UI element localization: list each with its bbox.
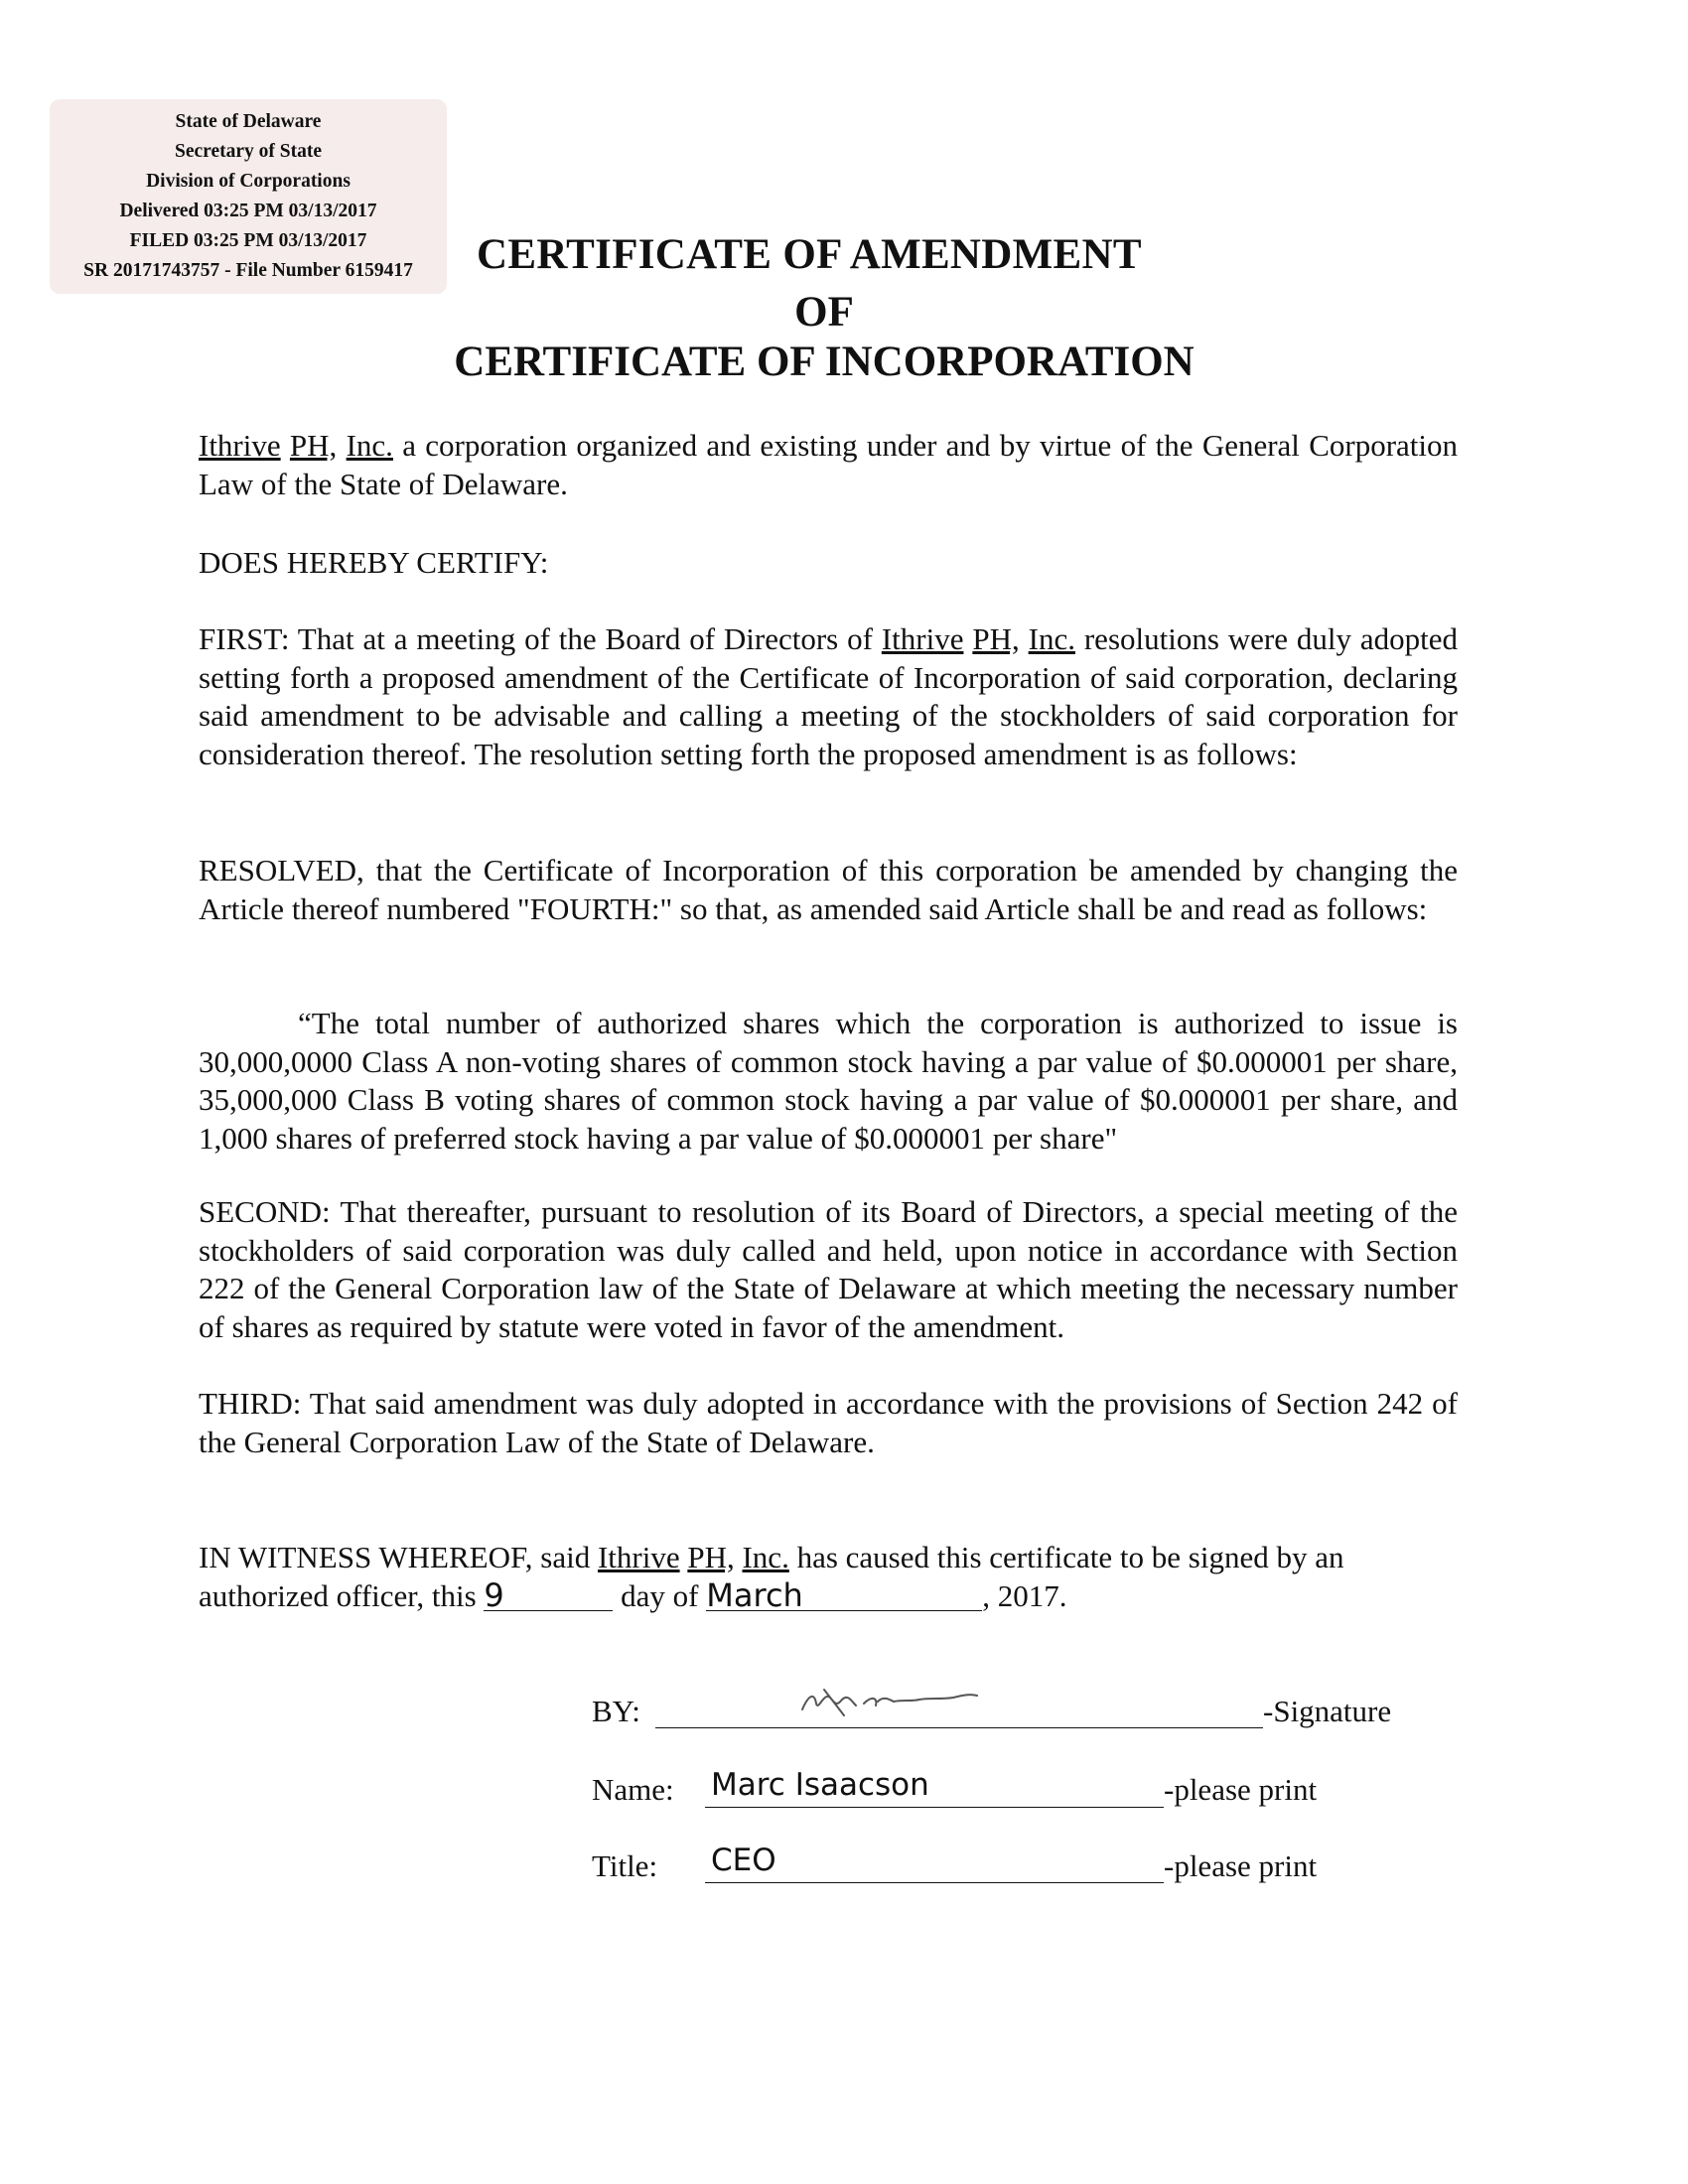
- title-line-1: CERTIFICATE OF AMENDMENT: [477, 231, 1142, 278]
- name-label: Name:: [592, 1772, 674, 1807]
- stamp-line: State of Delaware: [175, 111, 322, 132]
- stamp-line: Secretary of State: [175, 141, 322, 162]
- by-label: BY:: [592, 1694, 640, 1728]
- name-suffix: -please print: [1164, 1772, 1318, 1807]
- stamp-line: SR 20171743757 - File Number 6159417: [83, 260, 413, 281]
- handwritten-signature: [794, 1678, 983, 1727]
- witness-paragraph: [199, 1539, 1458, 1615]
- company-name: PH,: [289, 428, 338, 463]
- stamp-line: FILED 03:25 PM 03/13/2017: [129, 230, 367, 251]
- title-line-3: CERTIFICATE OF INCORPORATION: [454, 339, 1195, 385]
- quoted-article: “The total number of authorized shares which the corporation is authorized to issue is 30,000,0000 Class A non-voting shares of common stock having a par value of $0.000001 per share, 35,000,000 Class B voting shares of common stock having a par value of $0.000001 per share, and 1,000 shares of preferred stock having a par value of $0.000001 per share": [199, 1006, 1458, 1156]
- title-line: [705, 1882, 1164, 1883]
- intro-text: a corporation organized and existing under and by virtue of the General Corporation Law of the State of Delaware.: [199, 428, 1459, 501]
- stamp-line: Delivered 03:25 PM 03/13/2017: [119, 201, 377, 221]
- company-name: PH,: [687, 1540, 735, 1574]
- witness-lead: IN WITNESS WHEREOF, said: [199, 1540, 598, 1574]
- certify-heading: DOES HEREBY CERTIFY:: [199, 545, 549, 580]
- company-name: PH,: [972, 621, 1020, 656]
- first-lead: FIRST: That at a meeting of the Board of Directors of: [199, 621, 882, 656]
- third-paragraph: THIRD: That said amendment was duly adopted in accordance with the provisions of Section 242 of the General Corporation Law of the State of Delaware.: [199, 1386, 1458, 1459]
- name-line: [705, 1807, 1164, 1808]
- signature-line: [655, 1727, 1263, 1728]
- day-of-text: day of: [613, 1577, 707, 1613]
- year-text: , 2017.: [982, 1577, 1067, 1613]
- title-label: Title:: [592, 1848, 658, 1883]
- title-value: CEO: [711, 1843, 776, 1878]
- name-value: Marc Isaacson: [711, 1767, 929, 1803]
- filing-stamp: [50, 99, 447, 294]
- company-name: Inc.: [1028, 621, 1075, 656]
- company-name: Inc.: [346, 428, 393, 463]
- day-field: 9: [484, 1580, 613, 1611]
- witness-mid: has caused this certificate to be signed by an authorized officer, this: [199, 1540, 1344, 1613]
- stamp-line: Division of Corporations: [146, 171, 351, 192]
- first-rest: resolutions were duly adopted setting forth a proposed amendment of the Certificate of Incorporation of said corporation, declaring said amendment to be advisable and calling a meeting of the stockholders of said corporation for consideration thereof. The resolution setting forth the proposed amendment is as follows:: [199, 621, 1459, 771]
- title-line-2: OF: [794, 289, 854, 336]
- intro-paragraph: [199, 427, 1458, 503]
- resolved-paragraph: RESOLVED, that the Certificate of Incorporation of this corporation be amended by changing the Article thereof numbered "FOURTH:" so that, as amended said Article shall be and read as follows:: [199, 853, 1458, 926]
- second-paragraph: SECOND: That thereafter, pursuant to resolution of its Board of Directors, a special meeting of the stockholders of said corporation was duly called and held, upon notice in accordance with Section 222 of the General Corporation law of the State of Delaware at which meeting the necessary number of shares as required by statute were voted in favor of the amendment.: [199, 1194, 1458, 1344]
- company-name: Ithrive: [597, 1540, 680, 1574]
- company-name: Inc.: [742, 1540, 789, 1574]
- first-paragraph: [199, 620, 1458, 773]
- company-name: Ithrive: [881, 621, 964, 656]
- signature-suffix: -Signature: [1263, 1694, 1392, 1728]
- company-name: Ithrive: [199, 428, 281, 463]
- month-field: March: [706, 1580, 982, 1611]
- title-suffix: -please print: [1164, 1848, 1318, 1883]
